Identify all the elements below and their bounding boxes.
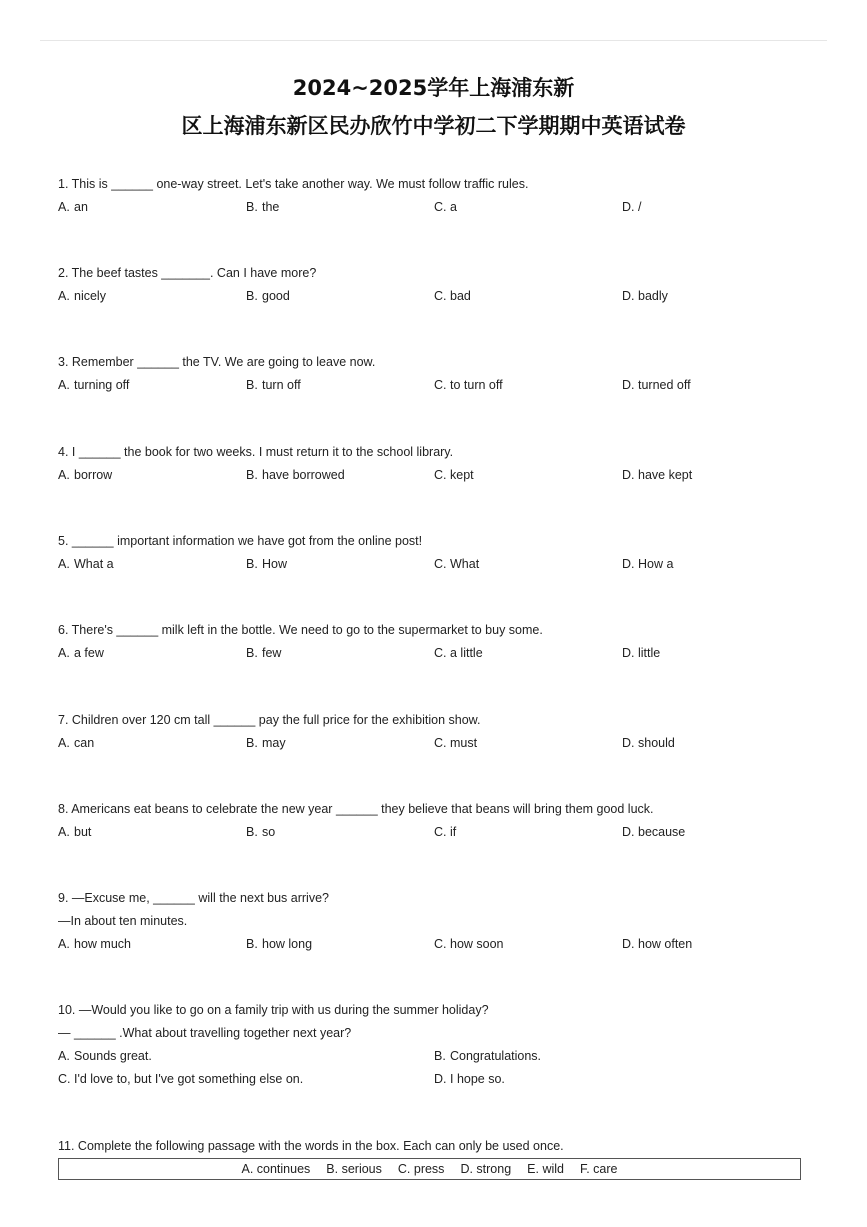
option-letter: C. [434,557,447,571]
question-6-option-a[interactable] [58,647,104,660]
option-letter: A. [58,736,70,750]
option-text: how long [262,937,313,951]
option-text: how soon [450,937,504,951]
option-text: because [638,825,686,839]
exam-title-line-1: 2024~2025学年上海浦东新 [292,76,575,100]
option-text: turn off [262,378,301,392]
question-9-stem-line-2: —In about ten minutes. [58,914,188,928]
option-text: How a [638,557,674,571]
question-10-option-c[interactable] [58,1073,303,1086]
option-letter: D. [622,937,635,951]
option-text: How [262,557,288,571]
option-letter: A. [58,378,70,392]
question-1-option-d[interactable] [622,201,641,214]
option-letter: A. [58,825,70,839]
option-text: few [262,646,282,660]
option-letter: B. [246,378,258,392]
word-box-item: A. continues [241,1162,311,1176]
word-box-item: D. strong [460,1162,512,1176]
option-letter: C. [434,378,447,392]
question-10-stem-line-1: 10. —Would you like to go on a family trip with us during the summer holiday? [58,1003,489,1017]
option-text: Sounds great. [74,1049,152,1063]
option-letter: A. [58,289,70,303]
option-text: I'd love to, but I've got something else on. [74,1072,304,1086]
question-6-option-d[interactable] [622,647,660,660]
option-letter: D. [622,289,635,303]
option-text: turned off [638,378,691,392]
option-letter: C. [434,736,447,750]
question-6-option-c[interactable] [434,647,483,660]
question-1-stem: 1. This is ______ one-way street. Let's take another way. We must follow traffic rules. [58,177,529,191]
option-letter: A. [58,646,70,660]
option-letter: D. [622,825,635,839]
question-4-option-b[interactable] [246,469,345,482]
option-text: good [262,289,290,303]
option-letter: B. [246,200,258,214]
word-box-item: E. wild [527,1162,564,1176]
option-letter: C. [434,289,447,303]
option-letter: D. [622,200,635,214]
page-top-rule [40,40,827,41]
option-text: a [450,200,457,214]
word-box-item: F. care [579,1162,618,1176]
option-text: little [638,646,661,660]
option-letter: A. [58,937,70,951]
option-letter: C. [434,937,447,951]
question-10-option-b[interactable] [434,1050,541,1063]
question-2-option-a[interactable] [58,290,106,303]
question-5-option-d[interactable] [622,558,673,571]
option-text: What [450,557,480,571]
option-text: so [262,825,276,839]
option-letter: A. [58,468,70,482]
question-6-option-b[interactable] [246,647,281,660]
option-text: have kept [638,468,693,482]
question-6-stem: 6. There's ______ milk left in the bottle. We need to go to the supermarket to buy some. [58,623,543,637]
question-3-option-b[interactable] [246,379,301,392]
question-5-option-c[interactable] [434,558,479,571]
option-letter: B. [246,557,258,571]
question-3-option-d[interactable] [622,379,691,392]
option-letter: C. [434,646,447,660]
option-letter: B. [246,736,258,750]
option-letter: B. [246,937,258,951]
question-7-option-b[interactable] [246,737,286,750]
question-7-stem: 7. Children over 120 cm tall ______ pay the full price for the exhibition show. [58,713,481,727]
option-letter: D. [622,736,635,750]
option-text: should [638,736,675,750]
question-8-option-d[interactable] [622,826,685,839]
option-text: badly [638,289,668,303]
question-9-option-c[interactable] [434,938,504,951]
question-5-option-a[interactable] [58,558,114,571]
question-10-option-d[interactable] [434,1073,505,1086]
question-9-option-d[interactable] [622,938,692,951]
option-letter: B. [434,1049,446,1063]
option-text: a few [74,646,104,660]
question-3-option-a[interactable] [58,379,129,392]
question-9-option-b[interactable] [246,938,312,951]
option-letter: C. [434,200,447,214]
question-7-option-d[interactable] [622,737,675,750]
word-box [58,1158,801,1180]
question-8-option-a[interactable] [58,826,91,839]
option-text: if [450,825,457,839]
option-text: have borrowed [262,468,345,482]
question-4-option-d[interactable] [622,469,692,482]
option-text: turning off [74,378,130,392]
question-11-stem: 11. Complete the following passage with the words in the box. Each can only be used once. [58,1139,564,1153]
question-2-option-c[interactable] [434,290,471,303]
question-1-option-c[interactable] [434,201,457,214]
question-3-stem: 3. Remember ______ the TV. We are going to leave now. [58,355,376,369]
question-2-option-d[interactable] [622,290,668,303]
option-letter: B. [246,825,258,839]
question-9-option-a[interactable] [58,938,131,951]
option-text: Congratulations. [450,1049,542,1063]
question-3-option-c[interactable] [434,379,503,392]
option-text: bad [450,289,471,303]
option-letter: A. [58,557,70,571]
option-text: the [262,200,280,214]
option-text: kept [450,468,474,482]
option-letter: C. [434,825,447,839]
exam-title-line-2: 区上海浦东新区民办欣竹中学初二下学期期中英语试卷 [181,114,686,138]
question-2-stem: 2. The beef tastes _______. Can I have more? [58,266,317,280]
question-1-option-b[interactable] [246,201,279,214]
question-9-stem-line-1: 9. —Excuse me, ______ will the next bus arrive? [58,891,329,905]
question-8-option-b[interactable] [246,826,275,839]
option-text: I hope so. [450,1072,505,1086]
option-text: nicely [74,289,106,303]
question-7-option-a[interactable] [58,737,94,750]
question-8-stem: 8. Americans eat beans to celebrate the new year ______ they believe that beans will bring them good luck. [58,802,654,816]
option-letter: D. [622,468,635,482]
option-text: can [74,736,95,750]
question-7-option-c[interactable] [434,737,477,750]
option-text: an [74,200,88,214]
option-letter: D. [622,557,635,571]
question-4-option-a[interactable] [58,469,112,482]
option-text: must [450,736,478,750]
option-text: may [262,736,286,750]
option-letter: D. [434,1072,447,1086]
question-4-option-c[interactable] [434,469,474,482]
option-text: how much [74,937,131,951]
word-box-item: C. press [397,1162,445,1176]
option-letter: B. [246,646,258,660]
option-letter: C. [58,1072,71,1086]
option-letter: B. [246,289,258,303]
option-letter: D. [622,378,635,392]
question-10-stem-line-2: — ______ .What about travelling together next year? [58,1026,352,1040]
word-box-item: B. serious [326,1162,382,1176]
option-letter: D. [622,646,635,660]
option-text: borrow [74,468,113,482]
option-letter: C. [434,468,447,482]
option-text: What a [74,557,114,571]
option-letter: A. [58,1049,70,1063]
option-text: to turn off [450,378,503,392]
option-text: but [74,825,92,839]
question-4-stem: 4. I ______ the book for two weeks. I must return it to the school library. [58,445,454,459]
option-letter: B. [246,468,258,482]
question-10-option-a[interactable] [58,1050,152,1063]
option-text: / [638,200,642,214]
question-2-option-b[interactable] [246,290,290,303]
question-5-stem: 5. ______ important information we have got from the online post! [58,534,423,548]
option-text: a little [450,646,483,660]
question-8-option-c[interactable] [434,826,456,839]
option-text: how often [638,937,693,951]
question-5-option-b[interactable] [246,558,287,571]
question-1-option-a[interactable] [58,201,88,214]
option-letter: A. [58,200,70,214]
